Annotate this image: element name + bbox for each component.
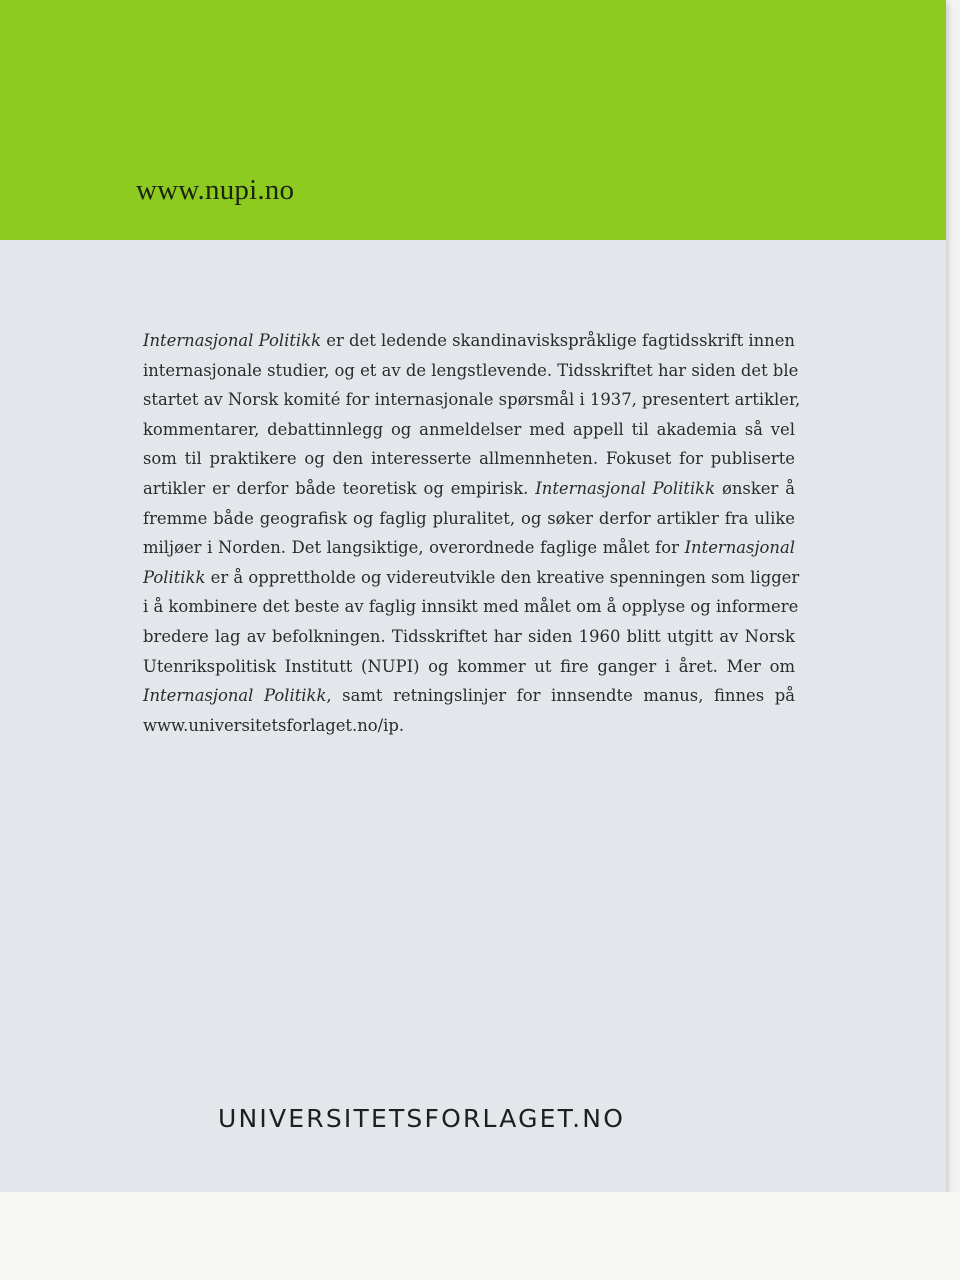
green-header-band — [0, 0, 946, 240]
description-text: kommentarer, debattinnlegg og anmeldelser med appell til akademia så vel — [143, 419, 795, 439]
description-text: er å opprettholde og videreutvikle den kreative spenningen som ligger — [205, 567, 800, 587]
journal-title-italic: Internasjonal Politikk — [143, 686, 327, 706]
description-line — [143, 622, 795, 652]
description-text: som til praktikere og den interesserte allmennheten. Fokuset for publiserte — [143, 449, 795, 469]
description-text: internasjonale studier, og et av de lengstlevende. Tidsskriftet har siden det ble — [143, 360, 799, 380]
description-line — [143, 681, 795, 711]
description-text: bredere lag av befolkningen. Tidsskriftet har siden 1960 blitt utgitt av Norsk — [143, 626, 795, 646]
journal-description — [143, 326, 801, 740]
publisher-wordmark: UNIVERSITETSFORLAGET.NO — [218, 1104, 626, 1133]
description-line — [143, 385, 801, 415]
description-line — [143, 444, 795, 474]
description-line — [143, 563, 800, 593]
nupi-website-url: www.nupi.no — [136, 174, 295, 206]
description-text: Utenrikspolitisk Institutt (NUPI) og kommer ut fire ganger i året. Mer om — [143, 656, 795, 676]
description-line — [143, 533, 795, 563]
description-text: miljøer i Norden. Det langsiktige, overordnede faglige målet for — [143, 538, 685, 558]
description-line — [143, 504, 795, 534]
description-text: er det ledende skandinaviskspråklige fagtidsskrift innen — [321, 331, 795, 350]
description-text: artikler er derfor både teoretisk og empirisk. — [143, 478, 536, 498]
description-line — [143, 652, 795, 682]
description-text: , samt retningslinjer for innsendte manus, finnes på — [326, 686, 795, 706]
description-line — [143, 356, 799, 386]
description-text: i å kombinere det beste av faglig innsikt med målet om å opplyse og informere — [143, 597, 799, 617]
description-text: www.universitetsforlaget.no/ip. — [143, 715, 405, 735]
description-text: ønsker å — [715, 478, 796, 498]
description-text: fremme både geografisk og faglig pluralitet, og søker derfor artikler fra ulike — [143, 508, 795, 528]
description-line — [143, 326, 795, 356]
journal-title-italic: Internasjonal — [684, 538, 795, 558]
description-line — [143, 592, 799, 622]
journal-title-italic: Internasjonal Politikk — [143, 331, 322, 350]
background-surface — [0, 1192, 960, 1280]
journal-title-italic: Internasjonal Politikk — [535, 478, 716, 498]
journal-title-italic: Politikk — [143, 567, 206, 587]
description-line — [143, 711, 795, 741]
description-text: startet av Norsk komité for internasjonale spørsmål i 1937, presentert artikler, — [143, 390, 801, 410]
description-line — [143, 415, 795, 445]
description-line — [143, 474, 795, 504]
